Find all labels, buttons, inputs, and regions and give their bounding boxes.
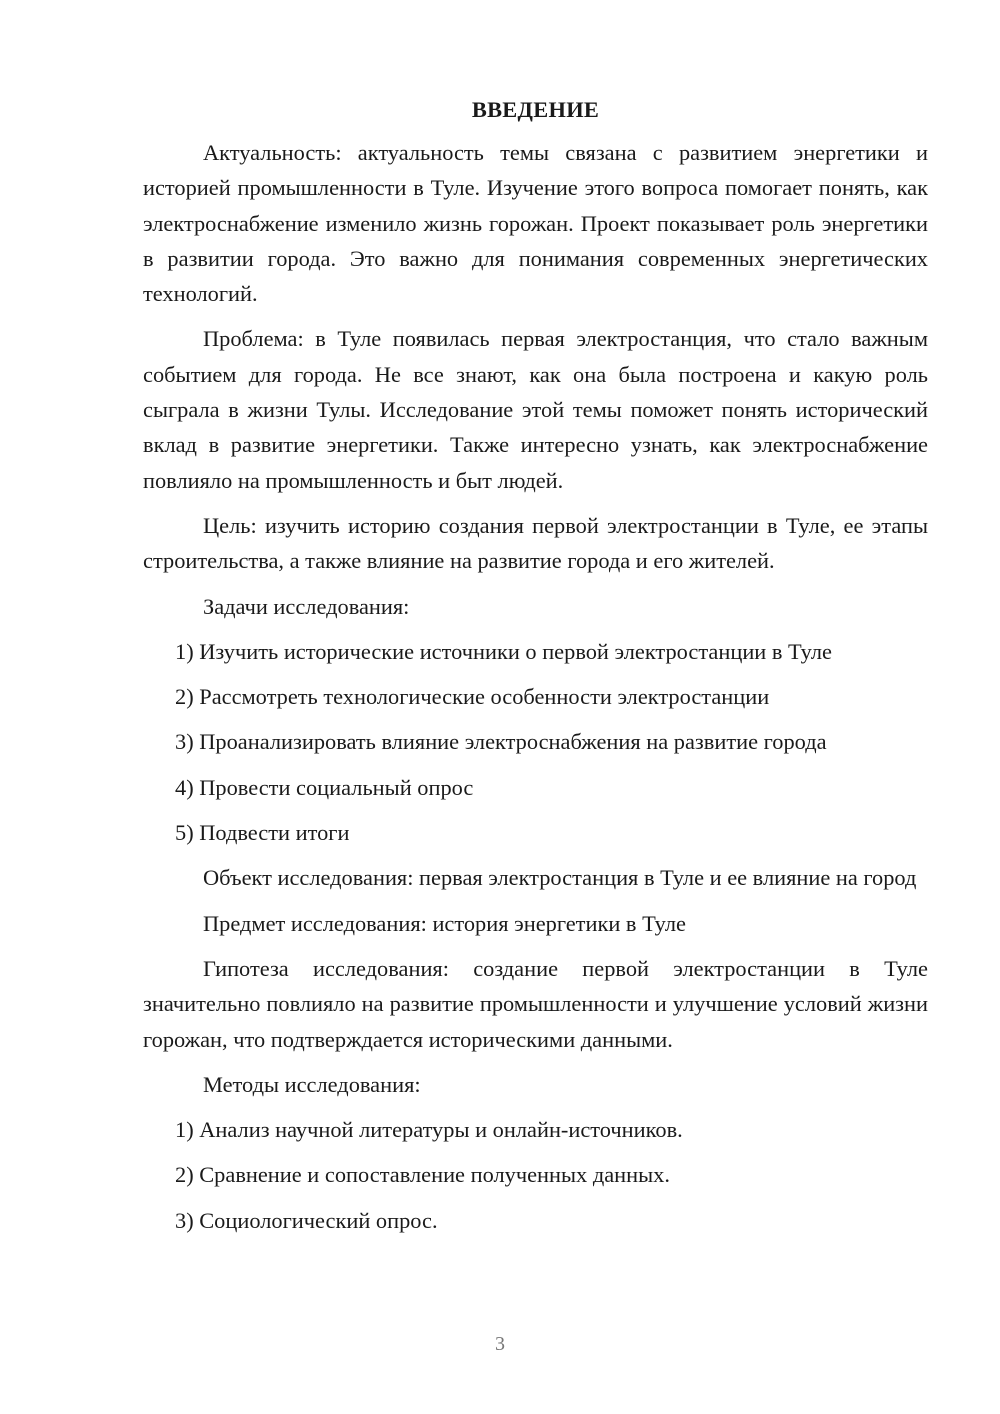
task-item: 4) Провести социальный опрос	[175, 774, 474, 800]
document-body	[143, 95, 928, 1248]
subject-paragraph: Предмет исследования: история энергетики в Туле	[203, 910, 686, 936]
goal-paragraph: Цель: изучить историю создания первой электростанции в Туле, ее этапы строительства, а также влияние на развитие города и его жителей.	[143, 512, 928, 574]
task-item: 1) Изучить исторические источники о первой электростанции в Туле	[175, 638, 832, 664]
task-item: 5) Подвести итоги	[175, 820, 350, 846]
hypothesis-paragraph: Гипотеза исследования: создание первой электростанции в Туле значительно повлияло на развитие промышленности и улучшение условий жизни горожан, что подтверждается историческими данными.	[143, 955, 928, 1052]
method-item: 1) Анализ научной литературы и онлайн-источников.	[175, 1117, 683, 1143]
methods-label: Методы исследования:	[203, 1071, 421, 1097]
section-title: ВВЕДЕНИЕ	[471, 97, 600, 122]
task-item: 3) Проанализировать влияние электроснабжения на развитие города	[175, 729, 827, 755]
method-item: 3) Социологический опрос.	[175, 1207, 438, 1233]
page-number: 3	[495, 1333, 505, 1355]
object-paragraph: Объект исследования: первая электростанция в Туле и ее влияние на город	[203, 865, 917, 891]
problem-paragraph: Проблема: в Туле появилась первая электростанция, что стало важным событием для города. Не все знают, как она была построена и какую роль сыграла в жизни Тулы. Исследование этой темы поможет понять исторический вклад в развитие энергетики. Также интересно узнать, как электроснабжение повлияло на промышленность и быт людей.	[143, 326, 928, 493]
method-item: 2) Сравнение и сопоставление полученных данных.	[175, 1162, 670, 1188]
task-item: 2) Рассмотреть технологические особенности электростанции	[175, 684, 770, 710]
relevance-paragraph: Актуальность: актуальность темы связана с развитием энергетики и историей промышленности в Туле. Изучение этого вопроса помогает понять, как электроснабжение изменило жизнь горожан. Проект показывает роль энергетики в развитии города. Это важно для понимания современных энергетических технологий.	[143, 140, 928, 307]
tasks-label: Задачи исследования:	[203, 593, 410, 619]
